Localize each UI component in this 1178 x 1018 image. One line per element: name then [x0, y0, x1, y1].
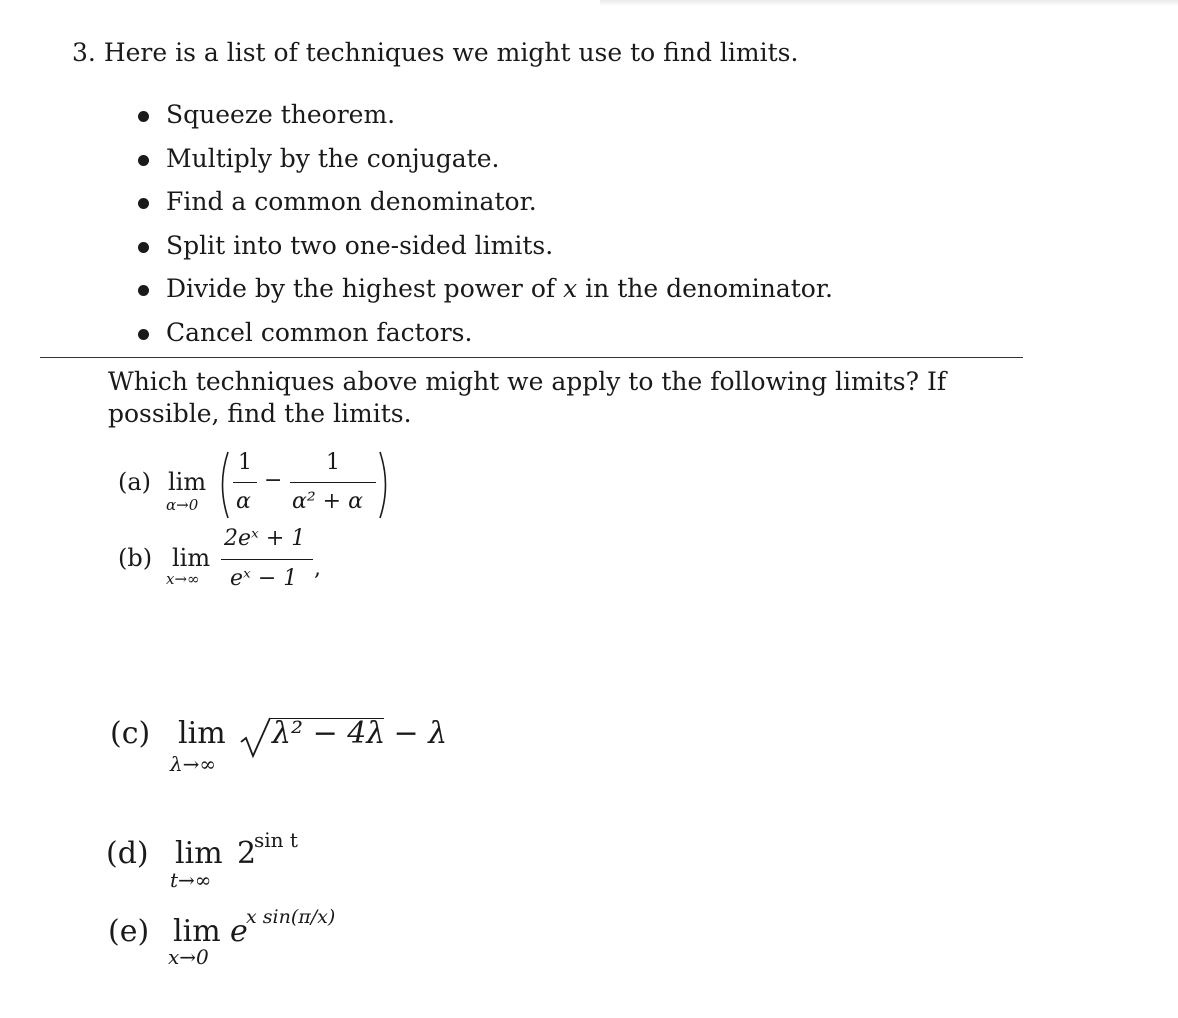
- technique-list: [138, 100, 833, 361]
- a-term2-numerator: 1: [326, 450, 340, 475]
- d-exponent: sin t: [254, 828, 298, 852]
- bullet-icon: [138, 198, 149, 209]
- question-text: Which techniques above might we apply to the following limits? If possible, find the limits.: [108, 367, 947, 428]
- lim-d: lim: [175, 836, 223, 871]
- e-base: e: [230, 914, 248, 949]
- list-item: Split into two one-sided limits.: [138, 231, 833, 275]
- list-item: Squeeze theorem.: [138, 100, 833, 144]
- sub-b: x→∞: [166, 570, 200, 588]
- list-item: Cancel common factors.: [138, 318, 833, 362]
- right-paren-a: [378, 450, 392, 520]
- sub-e: x→0: [168, 945, 209, 969]
- bullet-icon: [138, 111, 149, 122]
- label-d: (d): [106, 836, 149, 871]
- sub-c: λ→∞: [170, 752, 217, 776]
- b-numerator: 2eˣ + 1: [224, 526, 306, 551]
- label-a: (a): [118, 468, 152, 496]
- a-term1-denominator: α: [236, 489, 251, 514]
- list-item: Find a common denominator.: [138, 187, 833, 231]
- square-root-icon: [240, 716, 272, 760]
- b-fraction-bar: [221, 559, 313, 560]
- lim-c: lim: [178, 716, 226, 751]
- b-trailing-comma: ,: [314, 556, 321, 581]
- list-item: Multiply by the conjugate.: [138, 144, 833, 188]
- list-item: Divide by the highest power of x in the denominator.: [138, 274, 833, 318]
- label-b: (b): [118, 544, 153, 572]
- label-e: (e): [108, 914, 150, 949]
- left-paren-a: [216, 450, 230, 520]
- top-edge-shadow: [600, 0, 1178, 6]
- bullet-icon: [138, 242, 149, 253]
- bullet-icon: [138, 329, 149, 340]
- problem-heading: [72, 38, 798, 67]
- c-tail: − λ: [384, 716, 448, 751]
- lim-e: lim: [173, 914, 221, 949]
- d-base: 2: [237, 836, 257, 871]
- sub-d: t→∞: [170, 868, 212, 892]
- lim-a: lim: [168, 468, 207, 496]
- b-denominator: eˣ − 1: [230, 566, 298, 591]
- problem-intro: Here is a list of techniques we might use to find limits.: [103, 38, 799, 67]
- label-c: (c): [110, 716, 151, 751]
- a-term1-numerator: 1: [238, 450, 252, 475]
- a-term1-fraction-bar: [233, 482, 257, 483]
- bullet-icon: [138, 285, 149, 296]
- sub-a: α→0: [166, 496, 199, 514]
- section-divider: [40, 357, 1023, 358]
- a-term2-denominator: α² + α: [292, 489, 363, 514]
- a-minus: −: [264, 468, 283, 493]
- c-radicand: λ² − 4λ: [272, 716, 386, 751]
- problem-number: 3.: [72, 38, 96, 67]
- e-exponent: x sin(π/x): [246, 906, 336, 928]
- lim-b: lim: [172, 544, 211, 572]
- a-term2-fraction-bar: [290, 482, 376, 483]
- bullet-icon: [138, 155, 149, 166]
